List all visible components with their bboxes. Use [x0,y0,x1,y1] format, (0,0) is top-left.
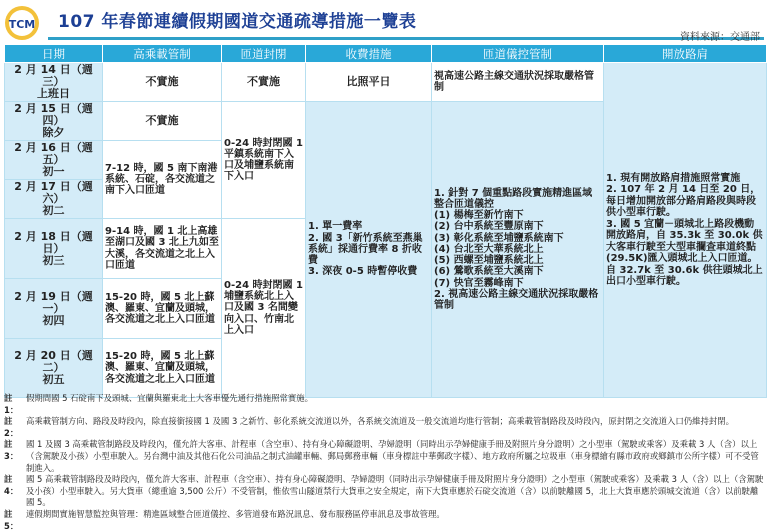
col-header-toll: 收費措施 [306,45,432,63]
measures-table [4,44,767,398]
footnote-text: 假期間國 5 石碇南下及頭城、宜蘭與羅東北上大客車優先通行措施照常實施。 [26,393,314,403]
ramp-closure-cell: 0-24 時封閉國 1 埔鹽系統北上入口及國 3 名間變向入口、竹南北上入口 [222,219,306,398]
footnote [4,509,766,532]
source-note: 資料來源：交通部 [680,32,760,43]
footnote-key: 註 2： [4,416,19,438]
footnote-text: 高乘載管制方向、路段及時段內，除直接銜接國 1 及國 3 之新竹、彰化系統交流道以外，各系統交流道及一般交流道均進行管制；高乘載管制路段及時段內，原封閉之交流道入口仍維持封閉。 [26,416,735,427]
footnote-key: 註 3： [4,439,19,461]
date-cell: 2 月 15 日（週四） 除夕 [5,102,103,141]
date-cell: 2 月 17 日（週六） 初二 [5,180,103,219]
footnotes [4,393,766,532]
shoulder-cell: 1. 現有開放路肩措施照常實施 2. 107 年 2 月 14 日至 20 日，每日增加開放部分路肩路段與時段供小型車行駛。 3. 國 5 宜蘭－頭城北上路段機動開放路肩，自 35.3k 至 30.0k 供大客車行駛至大型車攔查車道終點(29.5K)匯入頭城北上入口匝道。自 32.7k 至 30.6k 供往頭城北上出口小型車行駛。 [604,63,767,398]
footnote-text: 國 5 高乘載管制路段及時段內，僅允許大客車、計程車（含空車）、持有身心障礙證明、孕婦證明（同時出示孕婦健康手冊及附照片身分證明）之小型車（駕駛或乘客）及乘載 3 人（含）以上（含駕駛及小孩）小型車駛入。另大貨車（總重逾 3,500 公斤）不受管制，惟依雪山隧道禁行大貨車之安全規定，南下大貨車應於石碇交流道（含）以前駛離國 5，北上大貨車應於頭城交流道（含）以前駛離國 5。 [26,474,764,508]
svg-text:TCM: TCM [8,18,36,31]
ramp-closure-cell: 0-24 時封閉國 1 平鎮系統南下入口及埔鹽系統南下入口 [222,102,306,219]
toll-cell: 1. 單一費率 2. 國 3「新竹系統至燕巢系統」採通行費率 8 折收費 3. 深夜 0-5 時暫停收費 [306,102,432,398]
toll-cell: 比照平日 [306,63,432,102]
footnote [4,439,766,474]
col-header-ramp-metering: 匝道儀控管制 [432,45,604,63]
date-cell: 2 月 19 日（週一） 初四 [5,279,103,339]
hov-cell: 7-12 時，國 5 南下南港系統、石碇，各交流道之南下入口匝道 [103,141,222,219]
tcm-logo [3,4,41,42]
footnote-text: 國 1 及國 3 高乘載管制路段及時段內，僅允許大客車、計程車（含空車）、持有身心障礙證明、孕婦證明（同時出示孕婦健康手冊及附照片身分證明）之小型車（駕駛或乘客）及乘載 3 人（含）以上（含駕駛及小孩）小型車駛入。另台灣中油及其他石化公司油品之制式油罐車輛、郵局郵務車輛（車身標註中華郵政字樣）、地方政府所屬之垃圾車（車身標繪有縣市政府或鄉鎮市公所字樣）可不受管制進入。 [26,439,759,473]
footnote-key: 註 5： [4,508,19,531]
footnote [4,474,766,509]
footnote [4,393,766,416]
metering-cell: 1. 針對 7 個重點路段實施精進區域整合匝道儀控 (1) 楊梅至新竹南下 (2) 台中系統至豐原南下 (3) 彰化系統至埔鹽系統南下 (4) 台北至大華系統北上 (5) 西螺至埔鹽系統北上 (6) 鶯歌系統至大溪南下 (7) 快官至霧峰南下 2. 視高速公路主線交通狀況採取嚴格管制 [432,102,604,398]
hov-cell: 15-20 時，國 5 北上蘇澳、羅東、宜蘭及頭城，各交流道之北上入口匝道 [103,339,222,398]
date-cell: 2 月 18 日（週日） 初三 [5,219,103,279]
date-cell: 2 月 16 日（週五） 初一 [5,141,103,180]
col-header-ramp-closure: 匝道封閉 [222,45,306,63]
col-header-date: 日期 [5,45,103,63]
table-row [5,63,767,102]
footnote [4,416,766,439]
col-header-shoulder: 開放路肩 [604,45,767,63]
hov-cell: 不實施 [103,63,222,102]
table-header-row [5,45,767,63]
date-cell: 2 月 14 日（週三） 上班日 [5,63,103,102]
title-divider [48,37,764,40]
ramp-closure-cell: 不實施 [222,63,306,102]
hov-cell: 15-20 時，國 5 北上蘇澳、羅東、宜蘭及頭城，各交流道之北上入口匝道 [103,279,222,339]
footnote-key: 註 1： [4,393,19,415]
footnote-key: 註 4： [4,474,19,496]
footnote-text: 連假期間實施智慧監控與管理：精進區域整合匝道儀控、多管道發布路況訊息、發布服務區停車訊息及事故管理。 [26,508,445,519]
page-title: 107 年春節連續假期國道交通疏導措施一覽表 [58,12,417,32]
page-header [0,0,768,44]
date-cell: 2 月 20 日（週二） 初五 [5,339,103,398]
col-header-hov: 高乘載管制 [103,45,222,63]
metering-cell: 視高速公路主線交通狀況採取嚴格管制 [432,63,604,102]
hov-cell: 不實施 [103,102,222,141]
hov-cell: 9-14 時，國 1 北上高雄至湖口及國 3 北上九如至大溪，各交流道之北上入口匝道 [103,219,222,279]
